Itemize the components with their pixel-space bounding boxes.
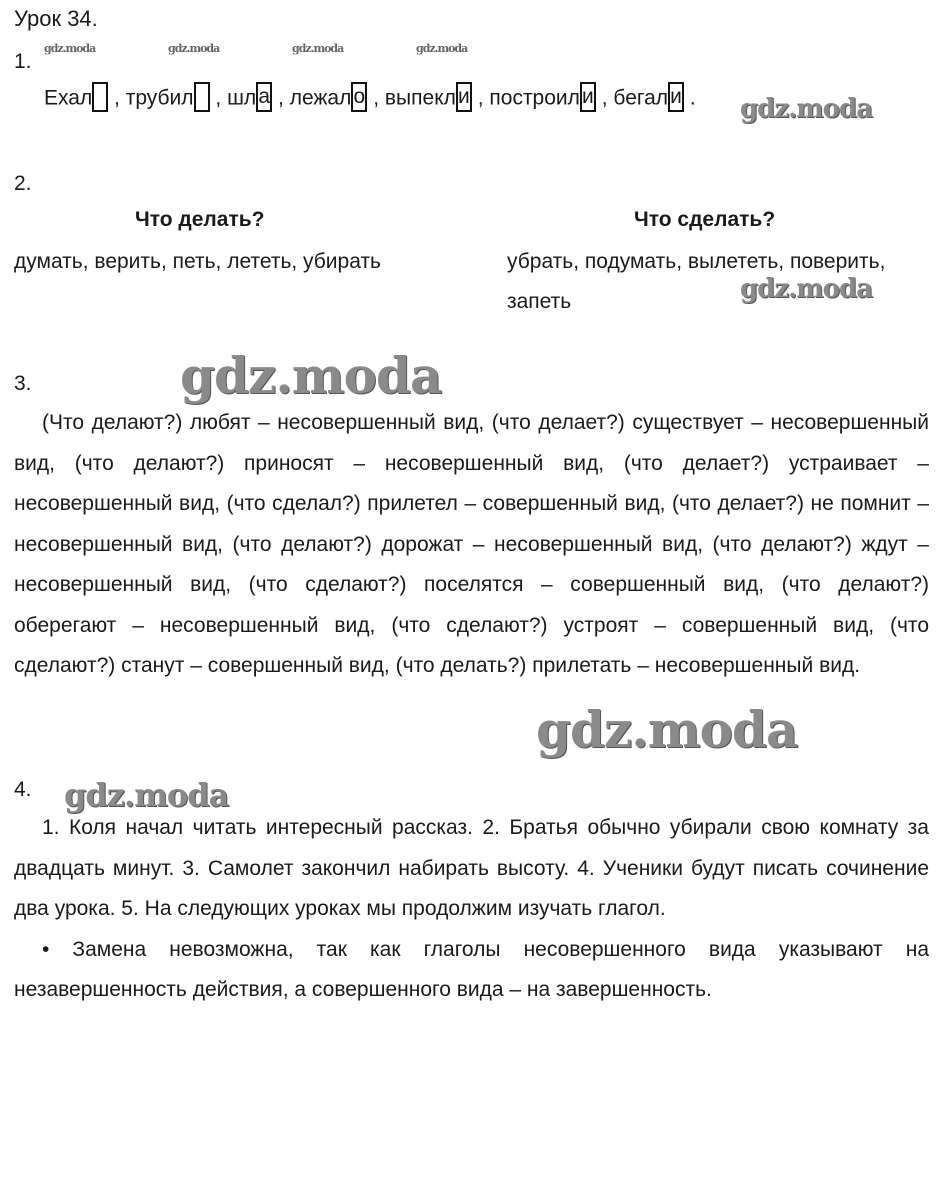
verb-stem: шл bbox=[227, 86, 257, 110]
task-4-number: 4. bbox=[14, 778, 32, 801]
task-4-sentences: 1. Коля начал читать интересный рассказ. 2. Братья обычно убирали свою комнату за двадцать минут. 3. Самолет закончил набирать высоту. 4. Ученики будут писать сочинение два урока. 5. На следующих уроках мы продолжим изучать глагол. bbox=[14, 816, 929, 920]
verb-stem: трубил bbox=[125, 86, 194, 110]
watermark: gdz.moda bbox=[44, 42, 96, 55]
column-header-imperfective: Что делать? bbox=[135, 208, 265, 231]
verb-stem: Ехал bbox=[44, 86, 93, 110]
task-4-explanation: • Замена невозможна, так как глаголы несовершенного вида указывают на незавершенность действия, а совершенного вида – на завершенность. bbox=[14, 937, 929, 1001]
separator: , bbox=[595, 86, 614, 110]
task-1-words bbox=[44, 86, 696, 112]
separator: . bbox=[684, 86, 696, 110]
lesson-title: Урок 34. bbox=[14, 6, 98, 31]
verb-ending-box bbox=[194, 82, 210, 112]
separator: , bbox=[108, 86, 126, 110]
perfective-verbs-line-2: запеть bbox=[507, 290, 572, 313]
column-header-perfective: Что сделать? bbox=[634, 208, 776, 231]
watermark: gdz.moda bbox=[64, 776, 229, 814]
imperfective-verbs: думать, верить, петь, лететь, убирать bbox=[14, 250, 381, 273]
watermark: gdz.moda bbox=[168, 42, 220, 55]
perfective-verbs-line-1: убрать, подумать, вылететь, поверить, bbox=[507, 250, 886, 273]
verb-ending-box: и bbox=[668, 82, 684, 112]
verb-stem: построил bbox=[489, 86, 580, 110]
watermark: gdz.moda bbox=[740, 274, 873, 304]
verb-stem: выпекл bbox=[384, 86, 456, 110]
verb-ending-box bbox=[92, 82, 108, 112]
verb-stem: лежал bbox=[289, 86, 352, 110]
watermark: gdz.moda bbox=[416, 42, 468, 55]
verb-ending-box: и bbox=[580, 82, 596, 112]
verb-stem: бегал bbox=[613, 86, 669, 110]
separator: , bbox=[367, 86, 385, 110]
separator: , bbox=[272, 86, 290, 110]
task-2-number: 2. bbox=[14, 172, 32, 195]
watermark: gdz.moda bbox=[180, 346, 442, 405]
verb-ending-box: а bbox=[256, 82, 272, 112]
separator: , bbox=[209, 86, 228, 110]
task-1-number: 1. bbox=[14, 50, 32, 73]
watermark: gdz.moda bbox=[292, 42, 344, 55]
watermark: gdz.moda bbox=[740, 94, 873, 124]
watermark: gdz.moda bbox=[536, 700, 798, 759]
verb-ending-box: и bbox=[456, 82, 472, 112]
task-3-text: (Что делают?) любят – несовершенный вид, (что делает?) существует – несовершенный вид, (что делают?) приносят – несовершенный вид, (что делает?) устраивает – несовершенный вид, (что сделал?) прилетел – совершенный вид, (что делает?) не помнит – несовершенный вид, (что делают?) дорожат – несовершенный вид, (что делают?) ждут – несовершенный вид, (что сделают?) поселятся – совершенный вид, (что делают?) оберегают – несовершенный вид, (что сделают?) устроят – совершенный вид, (что сделают?) станут – совершенный вид, (что делать?) прилетать – несовершенный вид. bbox=[14, 411, 929, 677]
task-4-answer bbox=[14, 808, 929, 1011]
verb-ending-box: о bbox=[351, 82, 367, 112]
separator: , bbox=[471, 86, 490, 110]
task-3-number: 3. bbox=[14, 372, 32, 395]
task-3-answer bbox=[14, 403, 929, 687]
